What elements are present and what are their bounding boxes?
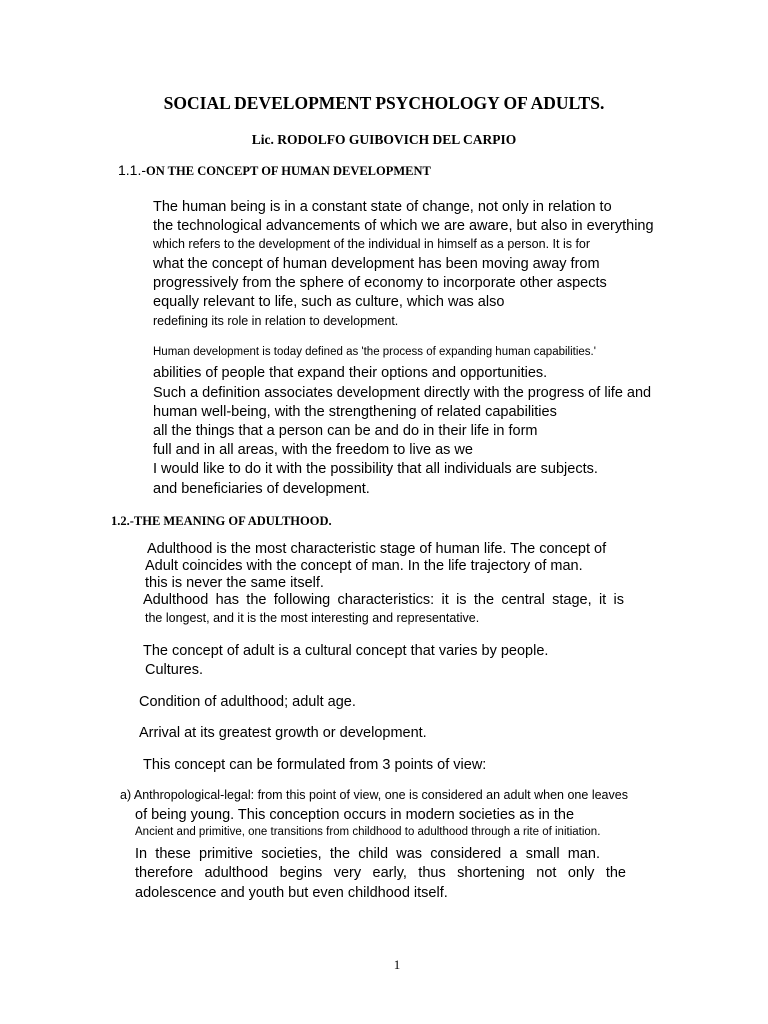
- text-line: redefining its role in relation to development.: [153, 314, 399, 328]
- text-line: Adulthood has the following characteristics: it is the central stage, it is: [143, 592, 624, 608]
- text-line: all the things that a person can be and do in their life in form: [153, 423, 538, 439]
- document-title: SOCIAL DEVELOPMENT PSYCHOLOGY OF ADULTS.: [163, 93, 605, 113]
- text-line-adulthood-condition: Condition of adulthood; adult age.: [139, 694, 356, 710]
- text-line: Such a definition associates development directly with the progress of life and: [153, 385, 652, 401]
- text-line: therefore adulthood begins very early, thus shortening not only the: [135, 865, 626, 881]
- text-line: Adult coincides with the concept of man. In the life trajectory of man.: [145, 558, 583, 574]
- text-line: and beneficiaries of development.: [153, 481, 370, 497]
- text-line: what the concept of human development has been moving away from: [153, 256, 600, 272]
- page-number: 1: [393, 957, 401, 972]
- text-line: adolescence and youth but even childhood itself.: [135, 885, 448, 901]
- text-line: the technological advancements of which we are aware, but also in everything: [153, 218, 654, 234]
- text-line: Adulthood is the most characteristic stage of human life. The concept of: [147, 541, 607, 557]
- text-line: Cultures.: [145, 662, 204, 678]
- text-line: equally relevant to life, such as culture, which was also: [153, 294, 505, 310]
- text-line: a) Anthropological-legal: from this point of view, one is considered an adult when one leaves: [120, 788, 628, 802]
- text-line: this is never the same itself.: [145, 575, 324, 591]
- section-title-1-1: ON THE CONCEPT OF HUMAN DEVELOPMENT: [146, 164, 431, 178]
- text-line-growth: Arrival at its greatest growth or development.: [139, 725, 427, 741]
- text-line: Ancient and primitive, one transitions from childhood to adulthood through a rite of initiation.: [135, 826, 601, 838]
- text-line: which refers to the development of the individual in himself as a person. It is for: [153, 237, 591, 251]
- text-line: of being young. This conception occurs in modern societies as in the: [135, 807, 575, 823]
- text-line: progressively from the sphere of economy to incorporate other aspects: [153, 275, 607, 291]
- text-line: human well-being, with the strengthening of related capabilities: [153, 404, 557, 420]
- section-heading-1-1: [118, 163, 431, 178]
- document-author: Lic. RODOLFO GUIBOVICH DEL CARPIO: [251, 132, 517, 147]
- text-line: I would like to do it with the possibility that all individuals are subjects.: [153, 461, 598, 477]
- text-line: abilities of people that expand their options and opportunities.: [153, 365, 548, 381]
- section-number-1-1: 1.1.-: [118, 162, 147, 178]
- text-line: the longest, and it is the most interesting and representative.: [145, 611, 480, 625]
- text-line: full and in all areas, with the freedom to live as we: [153, 442, 473, 458]
- text-line: In these primitive societies, the child was considered a small man.: [135, 846, 600, 862]
- text-line: The concept of adult is a cultural concept that varies by people.: [143, 643, 549, 659]
- text-line: The human being is in a constant state of change, not only in relation to: [153, 199, 612, 215]
- text-line-points-of-view: This concept can be formulated from 3 points of view:: [143, 757, 487, 773]
- section-heading-1-2: 1.2.-THE MEANING OF ADULTHOOD.: [111, 514, 332, 528]
- text-line: Human development is today defined as 'the process of expanding human capabilities.': [153, 346, 596, 358]
